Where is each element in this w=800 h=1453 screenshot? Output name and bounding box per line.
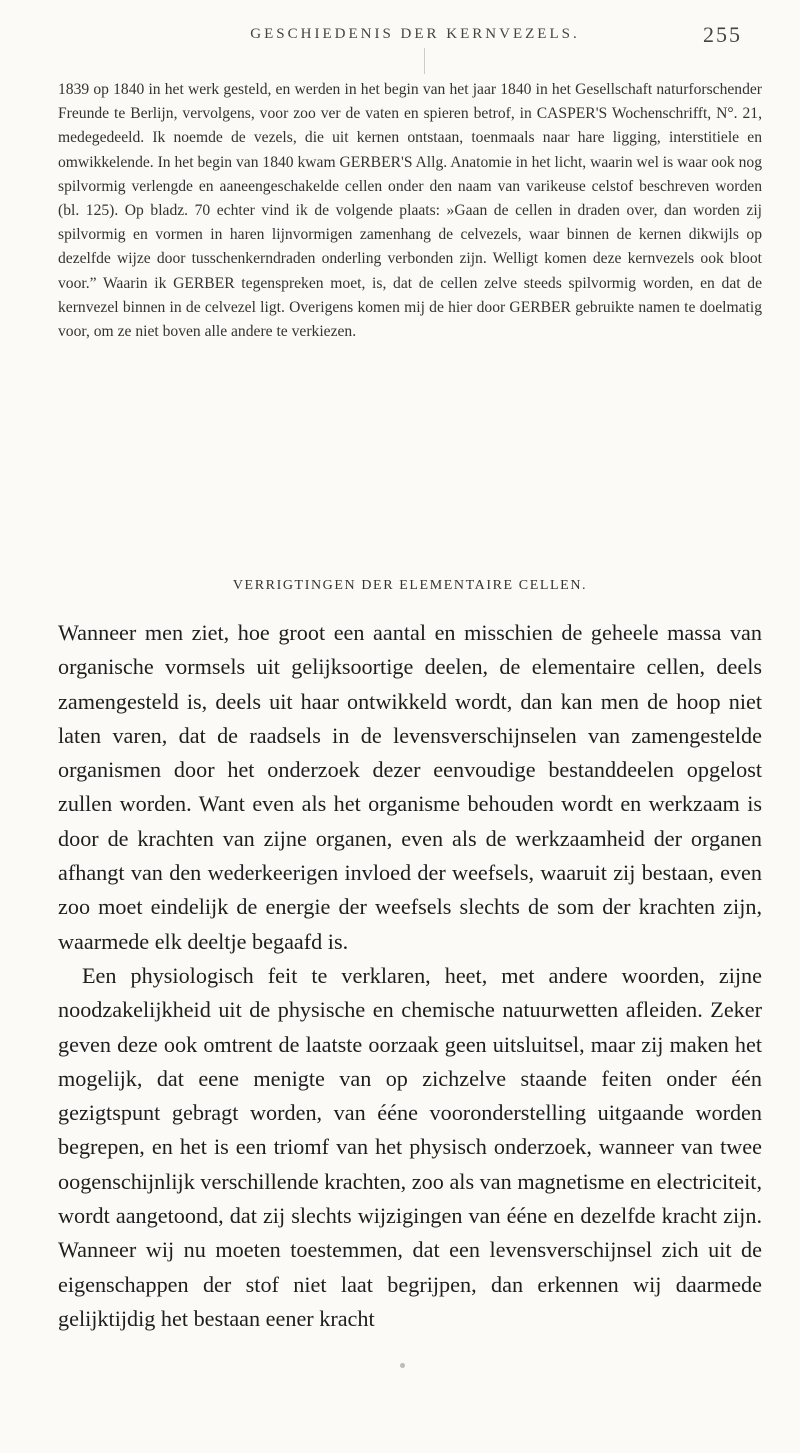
ink-speck — [400, 1363, 405, 1368]
footnote-continuation — [58, 78, 762, 344]
body-paragraph-2: Een physiologisch feit te verklaren, heet, met andere woorden, zijne noodzakelijkheid uit de physische en chemische natuurwetten afleiden. Zeker geven deze ook omtrent de laatste oorzaak geen uitsluitsel, maar zij maken het mogelijk, dat eene menigte van op zichzelve staande feiten onder één gezigtspunt gebragt worden, van ééne vooronderstelling uitgaande worden begrepen, en het is een triomf van het physisch onderzoek, wanneer van twee oogenschijnlijk verschillende krachten, zoo als van magnetisme en electriciteit, wordt aangetoond, dat zij slechts wijzigingen van ééne en dezelfde kracht zijn. Wanneer wij nu moeten toestemmen, dat een levensverschijnsel zich uit de eigenschappen der stof niet laat begrijpen, dan erkennen wij daarmede gelijktijdig het bestaan eener kracht — [58, 962, 762, 1331]
section-heading: VERRIGTINGEN DER ELEMENTAIRE CELLEN. — [232, 578, 588, 593]
small-paragraph: 1839 op 1840 in het werk gesteld, en werden in het begin van het jaar 1840 in het Gesellschaft naturforschender Freunde te Berlijn, vervolgens, voor zoo ver de vaten en spieren betrof, in CASPER'S Wochenschrifft, N°. 21, medegedeeld. Ik noemde de vezels, die uit kernen ontstaan, toenmaals naar hare ligging, interstitiele en omwikkelende. In het begin van 1840 kwam GERBER'S Allg. Anatomie in het licht, waarin wel is waar ook nog spilvormig verlengde en aaneengeschakelde cellen onder den naam van varikeuse celstof beschreven worden (bl. 125). Op bladz. 70 echter vind ik de volgende plaats: »Gaan de cellen in draden over, dan worden zij spilvormig en vormen in haren lijnvormigen zamenhang de celvezels, waar binnen de kernen dikwijls op dezelfde wijze door tusschenkerndraden onderling verbonden zijn. Welligt komen deze kernvezels ook bloot voor.” Waarin ik GERBER tegenspreken moet, is, dat de cellen zelve steeds spilvormig worden, en dat de kernvezel binnen in de celvezel ligt. Overigens komen mij de hier door GERBER gebruikte namen te doelmatig voor, om ze niet boven alle andere te verkiezen. — [58, 81, 762, 341]
running-title: GESCHIEDENIS DER KERNVEZELS. — [250, 26, 580, 42]
page-number: 255 — [703, 22, 742, 47]
margin-mark — [424, 48, 425, 74]
main-body — [58, 616, 762, 1336]
body-paragraph-1: Wanneer men ziet, hoe groot een aantal en misschien de geheele massa van organische vormsels uit gelijksoortige deelen, de elementaire cellen, deels zamengesteld is, deels uit haar ontwikkeld wordt, dan kan men de hoop niet laten varen, dat de raadsels in de levensverschijnselen van zamengestelde organismen door het onderzoek dezer eenvoudige bestanddeelen opgelost zullen worden. Want even als het organisme behouden wordt en werkzaam is door de krachten van zijne organen, even als de werkzaamheid der organen afhangt van den wederkeerigen invloed der weefsels, waaruit zij bestaan, even zoo moet eindelijk de energie der weefsels slechts de som der krachten zijn, waarmede elk deeltje begaafd is. — [58, 620, 762, 954]
